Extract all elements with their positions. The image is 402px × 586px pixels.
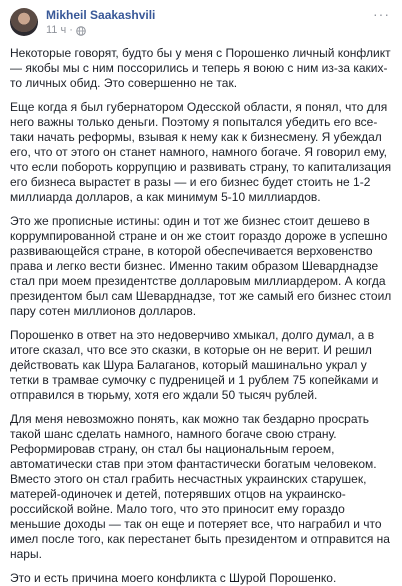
post-paragraph: Это же прописные истины: один и тот же бизнес стоит дешево в коррумпированной стране и он же стоит гораздо дороже в успешно развивающейся стране, в которой обеспечивается верховенство права и легко вести бизнес. Именно таким образом Шеварднадзе стал при моем президентстве долларовым миллиардером. А когда президентом был сам Шеварднадзе, тот же самый его бизнес стоил пару сотен миллионов долларов. (10, 214, 392, 318)
ellipsis-icon[interactable]: ··· (373, 6, 390, 22)
post-body (10, 46, 392, 586)
post-paragraph: Для меня невозможно понять, как можно так бездарно просрать такой шанс сделать намного, намного богаче свою страну. Реформировав страну, он стал бы национальным героем, автоматически став при этом фантастически богатым человеком. Вместо этого он стал грабить несчастных украинских старушек, матерей-одиночек и детей, потерявших отцов на украинско-российской войне. Мало того, что это приносит ему гораздо меньшие доходы — так он еще и потеряет все, что награбил и что имел после того, как перестанет быть президентом и отправится на нары. (10, 412, 390, 561)
post-paragraph: Это и есть причина моего конфликта с Шурой Порошенко. (10, 571, 337, 585)
author-name[interactable]: Mikheil Saakashvili (46, 8, 156, 22)
author-block (46, 6, 155, 37)
post-header (10, 6, 392, 46)
post-paragraph: Некоторые говорят, будто бы у меня с Порошенко личный конфликт — якобы мы с ним поссорились и теперь я воюю с ним из-за каких-то личных обид. Это совершенно не так. (10, 46, 391, 90)
post-timestamp[interactable]: 11 ч (46, 24, 67, 36)
post-paragraph: Порошенко в ответ на это недоверчиво хмыкал, долго думал, а в итоге сказал, что все это сказки, в которые он не верит. И решил действовать как Шура Балаганов, который машинально украл у тетки в трамвае сумочку с пудреницей и 1 рублем 75 копейками и отправился в тюрьму, хотя его ждали 50 тысяч рублей. (10, 328, 379, 402)
meta-separator: · (69, 24, 73, 36)
post-paragraph: Еще когда я был губернатором Одесской области, я понял, что для него важны только деньги. Поэтому я попытался убедить его все-таки начать реформы, взывая к нему как к бизнесмену. Я убеждал его, что от этого он станет намного, намного богаче. Я говорил ему, что если побороть коррупцию и развивать страну, то капитализация его бизнеса вырастет в разы — и его бизнес будет стоить не 1-2 миллиарда долларов, а как минимум 5-10 миллиардов. (10, 100, 392, 204)
post-meta (46, 24, 155, 37)
globe-icon[interactable] (76, 26, 86, 36)
author-avatar[interactable] (10, 8, 38, 36)
